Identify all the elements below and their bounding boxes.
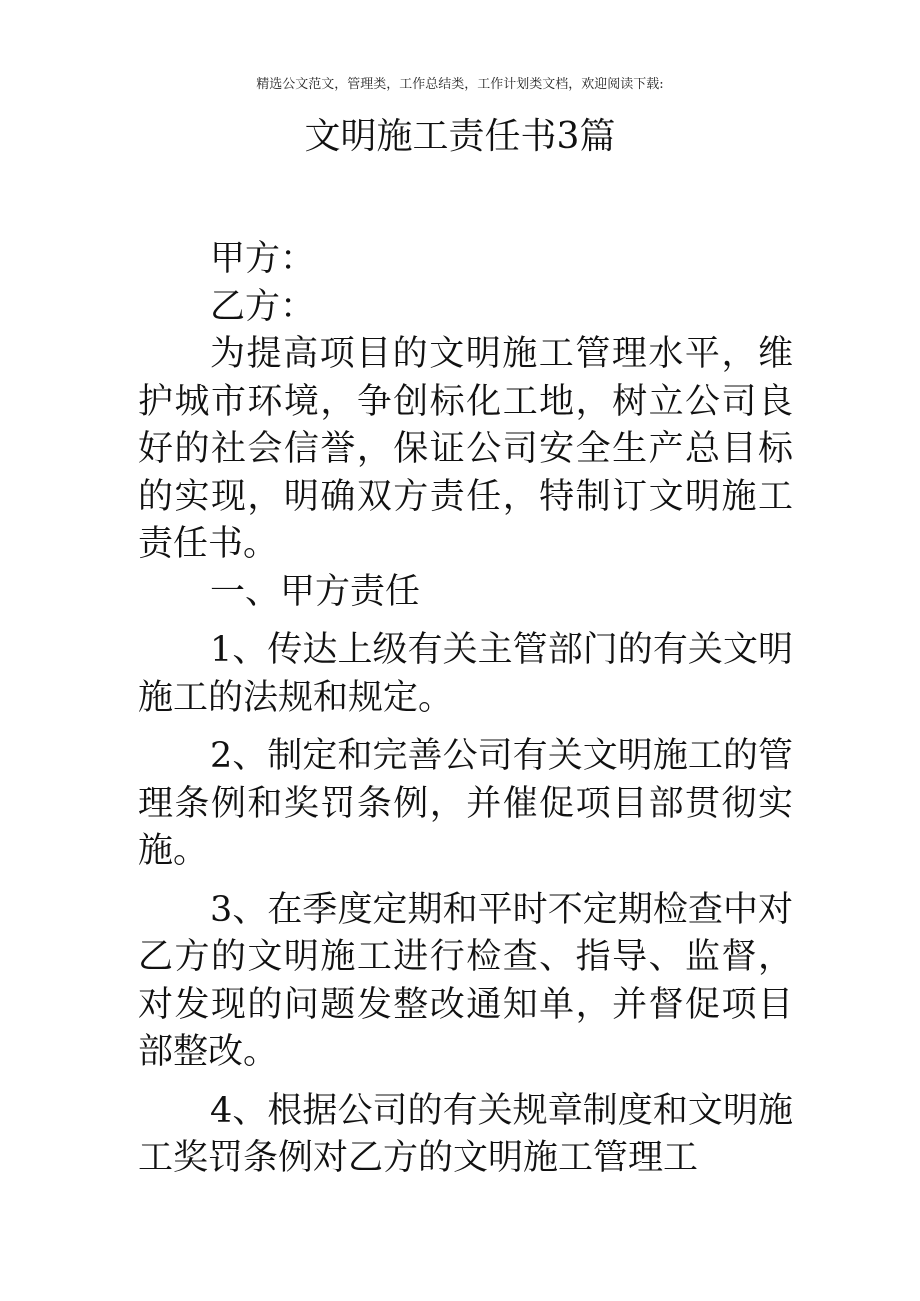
document-body — [138, 236, 793, 1183]
party-a-line: 甲方： — [210, 239, 316, 279]
duty-item-1: 1、传达上级有关主管部门的有关文明施工的法规和规定。 — [138, 630, 793, 718]
duty-item-4: 4、根据公司的有关规章制度和文明施工奖罚条例对乙方的文明施工管理工 — [138, 1090, 793, 1178]
intro-paragraph: 为提高项目的文明施工管理水平，维护城市环境，争创标化工地，树立公司良好的社会信誉，保证公司安全生产总目标的实现，明确双方责任，特制订文明施工责任书。 — [138, 334, 793, 564]
duty-item-2: 2、制定和完善公司有关文明施工的管理条例和奖罚条例，并催促项目部贯彻实施。 — [138, 736, 793, 871]
party-b-line: 乙方： — [210, 286, 316, 327]
section-heading-party-a-duties: 一、甲方责任 — [210, 571, 421, 612]
header-note: 精选公文范文，管理类，工作总结类，工作计划类文档，欢迎阅读下载: — [256, 77, 664, 92]
duty-item-3: 3、在季度定期和平时不定期检查中对乙方的文明施工进行检查、指导、监督，对发现的问题发整改通知单，并督促项目部整改。 — [138, 889, 793, 1072]
document-title: 文明施工责任书3篇 — [304, 116, 616, 157]
